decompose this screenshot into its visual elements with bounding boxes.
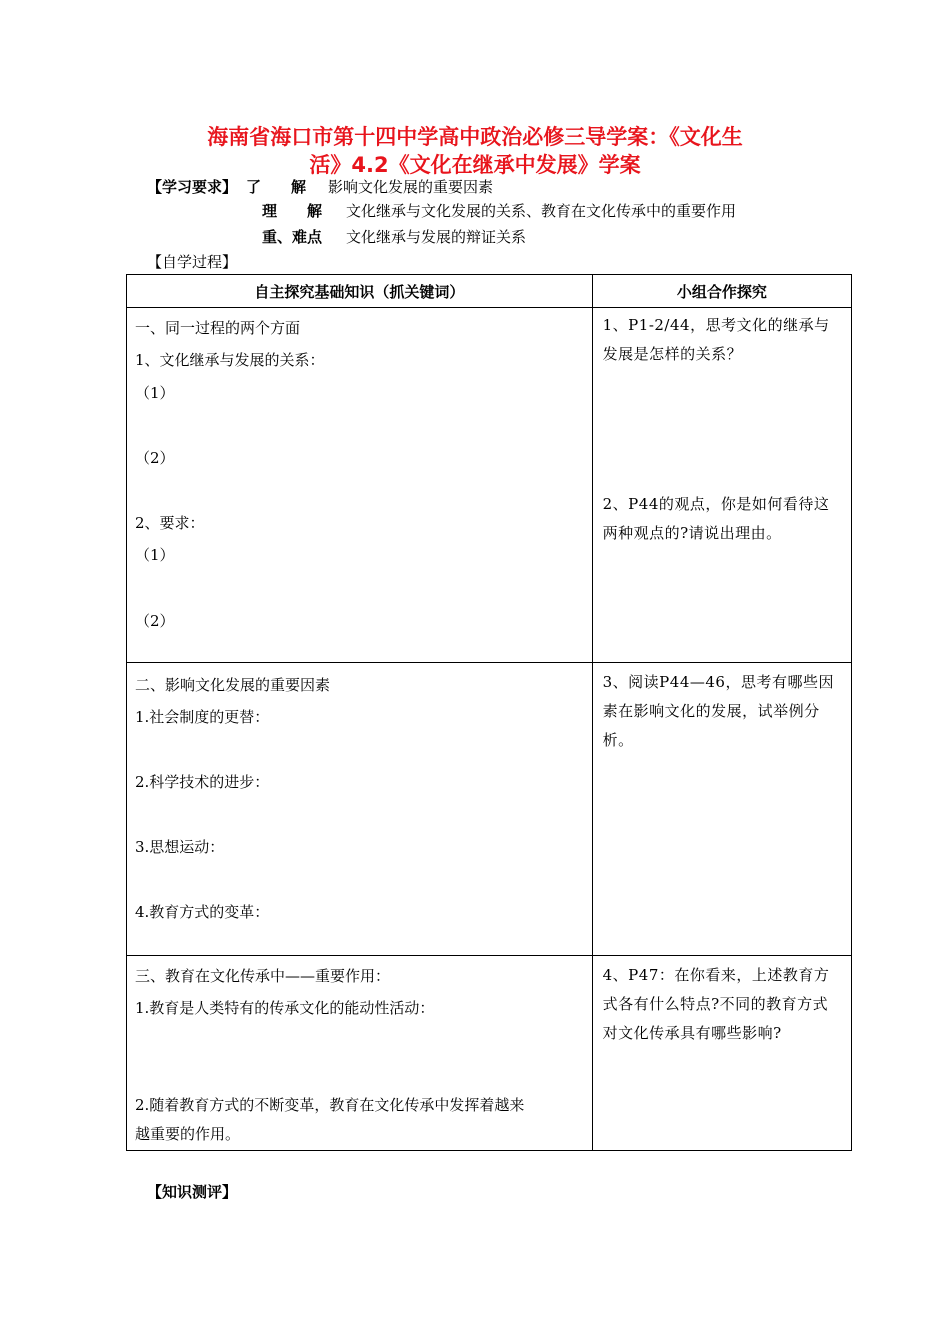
row2-right-question3: 3、阅读P44—46，思考有哪些因素在影响文化的发展，试举例分析。	[602, 673, 834, 749]
requirement-text-1: 影响文化发展的重要因素	[328, 178, 494, 196]
row2-left-cell	[127, 663, 593, 956]
study-table	[126, 274, 852, 1151]
row1-left-line: （1）	[135, 384, 175, 402]
row1-left-line: （2）	[135, 449, 175, 467]
row1-left-cell	[127, 308, 593, 663]
row1-left-line: 1、文化继承与发展的关系：	[135, 351, 325, 369]
row1-left-line: 一、同一过程的两个方面	[135, 319, 301, 337]
process-label: 【自学过程】	[147, 253, 238, 271]
requirement-key-2: 理 解	[262, 202, 323, 220]
requirement-key-3: 重、难点	[262, 228, 323, 246]
row1-left-line: （1）	[135, 546, 175, 564]
header-self-study: 自主探究基础知识（抓关键词）	[127, 275, 593, 308]
row2-left-line: 1.社会制度的更替：	[135, 708, 270, 726]
doc-title-line2: 活》4.2《文化在继承中发展》学案	[309, 153, 641, 177]
row1-right-cell	[592, 308, 851, 663]
row1-right-question1: 1、P1-2/44，思考文化的继承与发展是怎样的关系？	[602, 316, 830, 363]
table-row	[127, 956, 852, 1151]
requirement-key-1: 了 解	[246, 178, 307, 196]
assessment-label: 【知识测评】	[147, 1183, 238, 1201]
table-row	[127, 308, 852, 663]
row3-left-line: 2.随着教育方式的不断变革，教育在文化传承中发挥着越来	[135, 1096, 525, 1114]
doc-title-line1: 海南省海口市第十四中学高中政治必修三导学案：《文化生	[207, 125, 743, 149]
row3-left-cell	[127, 956, 593, 1151]
row3-right-question4: 4、P47：在你看来，上述教育方式各有什么特点?不同的教育方式对文化传承具有哪些影响?	[602, 966, 830, 1042]
header-group-study: 小组合作探究	[592, 275, 851, 308]
table-header-row	[127, 275, 852, 308]
table-row	[127, 663, 852, 956]
row2-left-line: 2.科学技术的进步：	[135, 773, 270, 791]
row2-left-line: 二、影响文化发展的重要因素	[135, 676, 331, 694]
row1-right-question2: 2、P44的观点，你是如何看待这两种观点的?请说出理由。	[602, 495, 830, 542]
requirement-text-3: 文化继承与发展的辩证关系	[346, 228, 527, 246]
row2-right-cell	[592, 663, 851, 956]
row1-left-line: （2）	[135, 612, 175, 630]
row3-left-line: 1.教育是人类特有的传承文化的能动性活动：	[135, 999, 435, 1017]
row2-left-line: 4.教育方式的变革：	[135, 903, 270, 921]
row1-left-line: 2、要求：	[135, 514, 205, 532]
row3-left-line: 三、教育在文化传承中——重要作用：	[135, 967, 391, 985]
requirements-label: 【学习要求】	[147, 178, 238, 196]
row3-left-line: 越重要的作用。	[135, 1125, 241, 1143]
row3-right-cell	[592, 956, 851, 1151]
row2-left-line: 3.思想运动：	[135, 838, 225, 856]
requirement-text-2: 文化继承与文化发展的关系、教育在文化传承中的重要作用	[346, 202, 737, 220]
